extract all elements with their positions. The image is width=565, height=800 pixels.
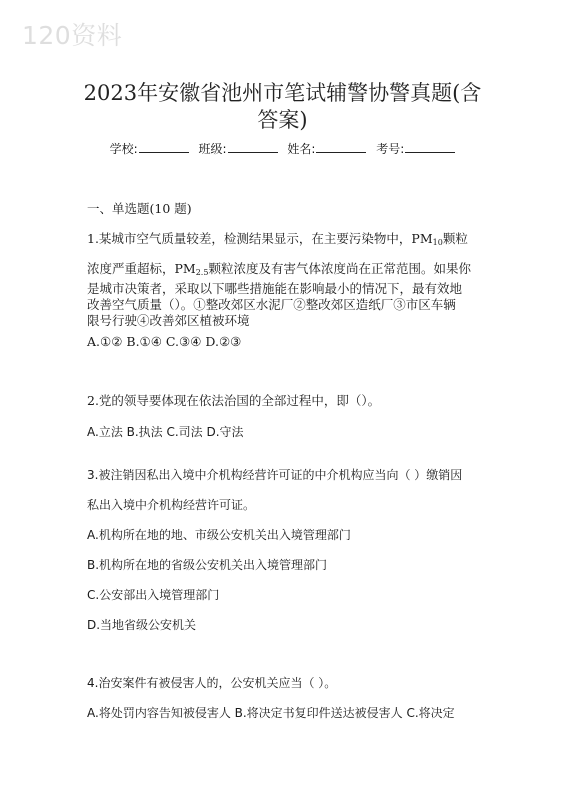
q1-line-1 <box>87 231 487 251</box>
student-info-row <box>0 140 565 157</box>
q1-line-3: 是城市决策者，采取以下哪些措施能在影响最小的情况下，最有效地 <box>87 281 463 296</box>
class-label: 班级: <box>198 142 227 156</box>
exam-no-blank <box>405 141 455 153</box>
q1-pm10-subscript: 10 <box>432 238 443 247</box>
q2-stem: 2.党的领导要体现在依法治国的全部过程中，即（）。 <box>87 393 381 408</box>
q3-line-1: 3.被注销因私出入境中介机构经营许可证的中介机构应当向（ ）缴销因 <box>87 468 463 482</box>
section-heading: 一、单选题(10 题) <box>87 201 192 216</box>
q3-option-c: C.公安部出入境管理部门 <box>87 588 220 602</box>
q3-option-a: A.机构所在地的地、市级公安机关出入境管理部门 <box>87 528 351 542</box>
school-label: 学校: <box>109 142 138 156</box>
q1-line-5: 限号行驶④改善郊区植被环境 <box>87 313 250 328</box>
name-blank <box>316 141 366 153</box>
q1-line-2 <box>87 261 487 281</box>
q1-line-1-text: 1.某城市空气质量较差，检测结果显示，在主要污染物中，PM <box>87 231 433 246</box>
q3-line-2: 私出入境中介机构经营许可证。 <box>87 498 256 512</box>
q1-line-1-tail: 颗粒 <box>442 231 468 246</box>
q1-pm25-subscript: 2.5 <box>195 268 209 277</box>
q4-stem: 4.治安案件有被侵害人的，公安机关应当（ ）。 <box>87 676 337 690</box>
school-field <box>110 142 189 156</box>
q3-option-d: D.当地省级公安机关 <box>87 618 197 632</box>
q1-line-4: 改善空气质量（）。①整改郊区水泥厂②整改郊区造纸厂③市区车辆 <box>87 297 456 312</box>
q3-option-b: B.机构所在地的省级公安机关出入境管理部门 <box>87 558 328 572</box>
title-line-1: 2023年安徽省池州市笔试辅警协警真题(含 <box>83 81 482 105</box>
exam-no-field <box>376 142 455 156</box>
school-blank <box>139 141 189 153</box>
exam-no-label: 考号: <box>376 142 405 156</box>
name-field <box>287 142 366 156</box>
class-blank <box>228 141 278 153</box>
class-field <box>199 142 278 156</box>
watermark: 120资料 <box>22 21 123 50</box>
q1-line-2-tail: 颗粒浓度及有害气体浓度尚在正常范围。如果你 <box>208 261 471 276</box>
document-title <box>70 80 495 134</box>
title-line-2: 答案) <box>257 108 308 132</box>
q1-options: A.①② B.①④ C.③④ D.②③ <box>87 334 242 349</box>
q2-options: A.立法 B.执法 C.司法 D.守法 <box>87 425 244 439</box>
q1-line-2-text: 浓度严重超标，PM <box>87 261 196 276</box>
q4-options: A.将处罚内容告知被侵害人 B.将决定书复印件送达被侵害人 C.将决定 <box>87 706 455 720</box>
name-label: 姓名: <box>287 142 316 156</box>
